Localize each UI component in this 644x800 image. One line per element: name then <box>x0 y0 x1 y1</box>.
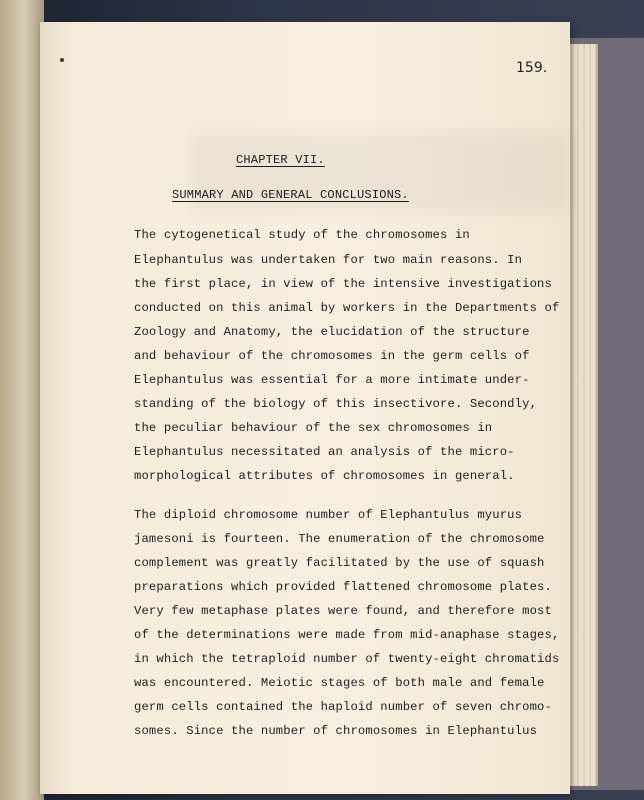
body-line: in which the tetraploid number of twenty-eight chromatids <box>134 652 560 666</box>
body-line: was encountered. Meiotic stages of both male and female <box>134 676 545 690</box>
body-line: Zoology and Anatomy, the elucidation of the structure <box>134 325 530 339</box>
ink-speck <box>60 58 64 62</box>
body-line: preparations which provided flattened chromosome plates. <box>134 580 552 594</box>
body-line: Elephantulus was undertaken for two main reasons. In <box>134 253 523 267</box>
body-line: and behaviour of the chromosomes in the germ cells of <box>134 349 530 363</box>
left-page-edge <box>0 0 44 800</box>
page-number: 159. <box>516 60 548 76</box>
body-line: the peculiar behaviour of the sex chromosomes in <box>134 421 493 435</box>
section-title: SUMMARY AND GENERAL CONCLUSIONS. <box>172 188 409 202</box>
body-line: Elephantulus necessitated an analysis of the micro- <box>134 445 515 459</box>
body-line: conducted on this animal by workers in the Departments of <box>134 301 560 315</box>
body-line: germ cells contained the haploid number of seven chromo- <box>134 700 552 714</box>
body-line: somes. Since the number of chromosomes in Elephantulus <box>134 724 538 738</box>
body-line: the first place, in view of the intensive investigations <box>134 277 552 291</box>
body-line: standing of the biology of this insectivore. Secondly, <box>134 397 538 411</box>
body-line: morphological attributes of chromosomes in general. <box>134 469 515 483</box>
body-line: The cytogenetical study of the chromosomes in <box>134 228 470 242</box>
chapter-heading: CHAPTER VII. <box>236 153 325 167</box>
body-line: The diploid chromosome number of Elephantulus myurus <box>134 508 523 522</box>
body-line: Elephantulus was essential for a more intimate under- <box>134 373 530 387</box>
body-line: of the determinations were made from mid-anaphase stages, <box>134 628 560 642</box>
body-line: complement was greatly facilitated by the use of squash <box>134 556 545 570</box>
body-line: jamesoni is fourteen. The enumeration of the chromosome <box>134 532 545 546</box>
body-line: Very few metaphase plates were found, and therefore most <box>134 604 552 618</box>
